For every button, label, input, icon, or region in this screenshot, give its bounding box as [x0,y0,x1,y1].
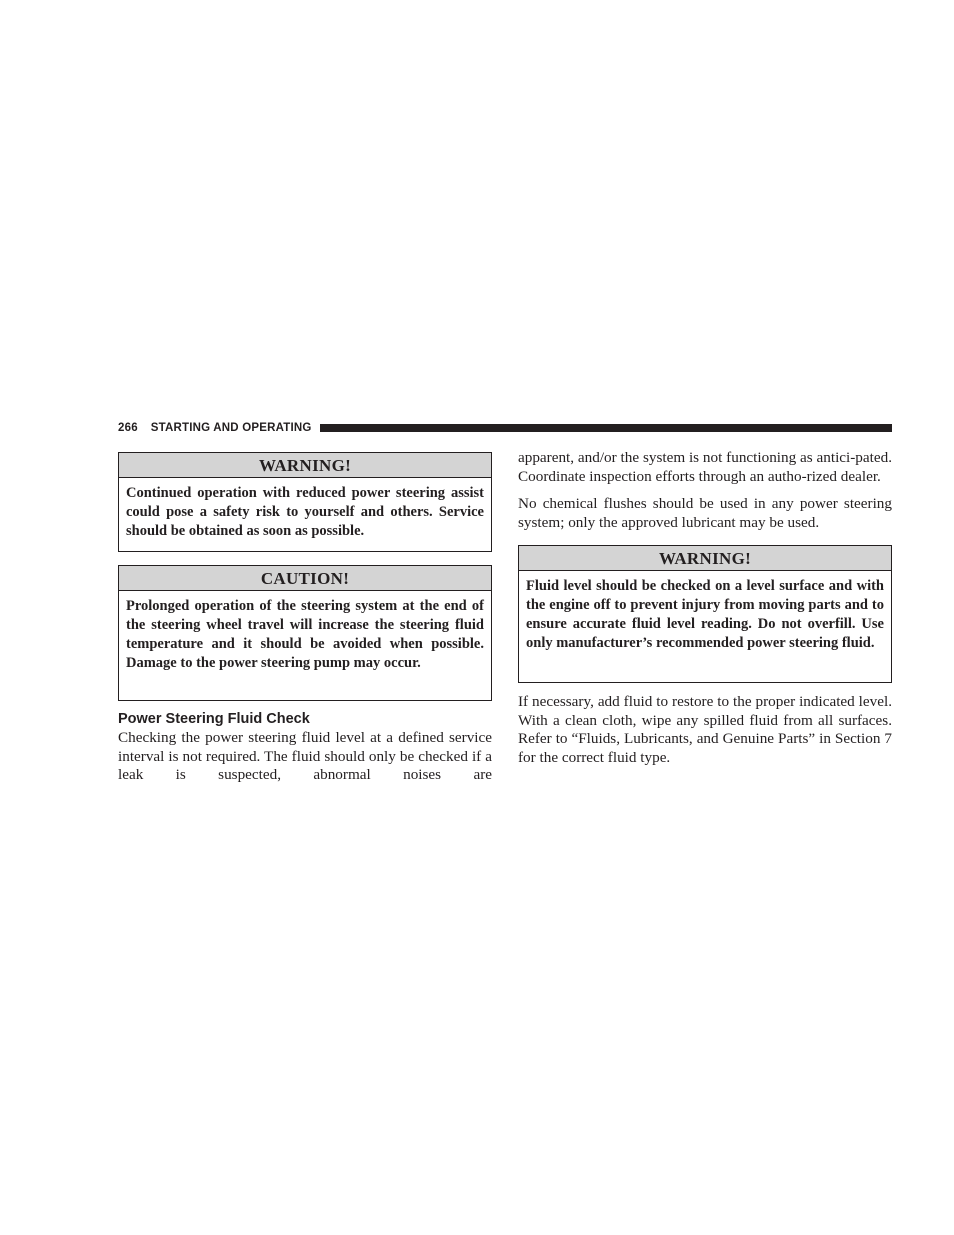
caution-box [118,565,492,701]
warning-box [118,452,492,552]
warning-title: WARNING! [519,546,891,571]
warning-title: WARNING! [119,453,491,478]
body-paragraph: apparent, and/or the system is not functioning as antici-pated. Coordinate inspection efforts through an autho-rized dealer. [518,449,892,485]
warning-body: Fluid level should be checked on a level surface and with the engine off to prevent injury from moving parts and to ensure accurate fluid level reading. Do not overfill. Use only manufacturer’s recommended power steering fluid. [526,577,884,651]
page-number: 266 [118,422,138,434]
body-paragraph: Checking the power steering fluid level at a defined service interval is not required. The fluid should only be checked if a leak is suspected, abnormal noises are [118,729,492,784]
page-header [118,421,892,435]
section-title: STARTING AND OPERATING [150,422,312,434]
section-subheading: Power Steering Fluid Check [118,711,310,727]
left-column [118,452,492,785]
warning-box [518,545,892,683]
header-rule [320,424,892,432]
warning-body: Continued operation with reduced power steering assist could pose a safety risk to yourself and others. Service should be obtained as soon as possible. [126,485,484,539]
right-column [518,449,892,768]
body-paragraph: No chemical flushes should be used in any power steering system; only the approved lubricant may be used. [518,495,892,532]
body-paragraph: If necessary, add fluid to restore to the proper indicated level. With a clean cloth, wipe any spilled fluid from all surfaces. Refer to “Fluids, Lubricants, and Genuine Parts” in Section 7 for the correct fluid type. [518,692,892,766]
caution-body: Prolonged operation of the steering system at the end of the steering wheel travel will increase the steering fluid temperature and it should be avoided when possible. Damage to the power steering pump may occur. [126,598,484,671]
caution-title: CAUTION! [119,566,491,591]
